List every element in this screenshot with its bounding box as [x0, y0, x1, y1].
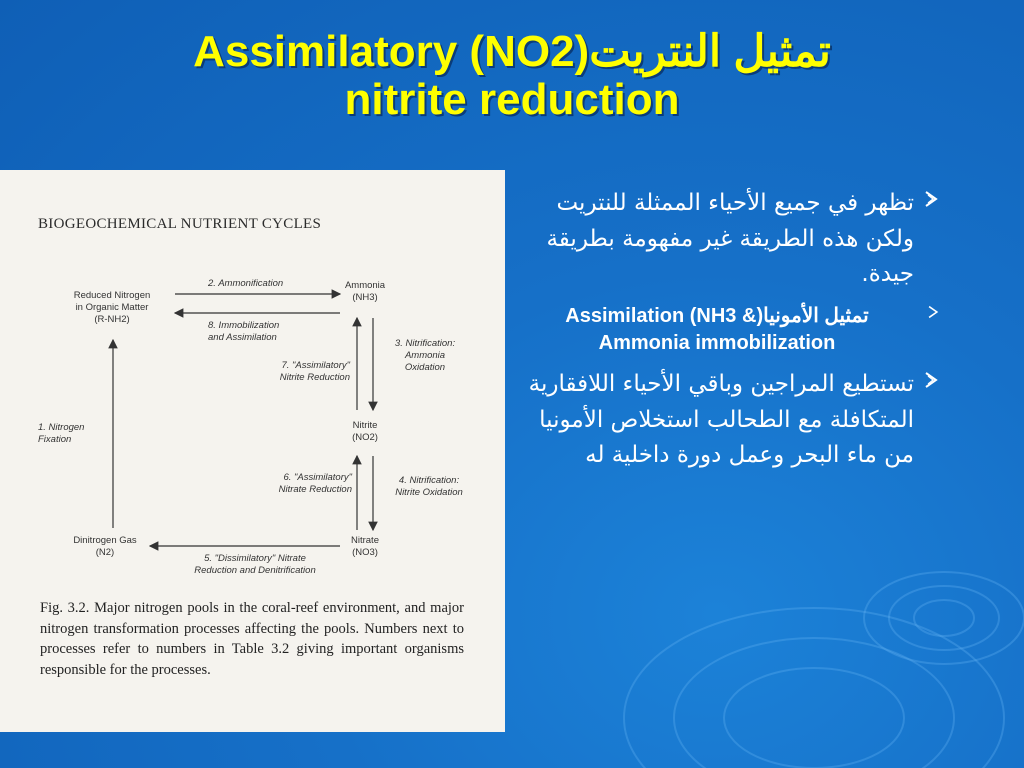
node-ammonia: Ammonia (NH3): [344, 280, 386, 303]
process-assimilatory-nitrate-reduction: 6. "Assimilatory" Nitrate Reduction: [278, 472, 352, 495]
water-ripple-decoration: [604, 468, 1024, 768]
process-denitrification: 5. "Dissimilatory" Nitrate Reduction and Denitrification: [194, 553, 316, 576]
process-nitrite-oxidation: 4. Nitrification: Nitrite Oxidation: [395, 475, 463, 498]
node-reduced-nitrogen: Reduced Nitrogen in Organic Matter (R-NH2): [73, 290, 151, 325]
bullet-item: [520, 186, 940, 293]
chevron-right-icon: [922, 190, 940, 208]
slide-title: [0, 28, 1024, 123]
figure-caption: Fig. 3.2. Major nitrogen pools in the coral-reef environment, and major nitrogen transformation processes affecting the pools. Numbers next to processes refer to numbers in Table 3.2 giving important organisms responsible for the processes.: [40, 600, 464, 678]
figure-heading: BIOGEOCHEMICAL NUTRIENT CYCLES: [38, 216, 322, 232]
process-assimilatory-nitrite-reduction: 7. "Assimilatory" Nitrite Reduction: [279, 360, 350, 383]
process-ammonification: 2. Ammonification: [208, 278, 284, 289]
process-immobilization: 8. Immobilization and Assimilation: [208, 320, 280, 343]
title-line-1: Assimilatory (NO2)تمثيل النتريت: [193, 27, 831, 76]
node-dinitrogen: Dinitrogen Gas (N2): [73, 535, 137, 558]
process-ammonia-oxidation: 3. Nitrification: Ammonia Oxidation: [394, 338, 456, 373]
node-nitrate: Nitrate (NO3): [351, 535, 379, 558]
chevron-right-icon: [926, 305, 940, 319]
bullet-text: تظهر في جميع الأحياء الممثلة للنتريت ولكن هذه الطريقة غير مفهومة بطريقة جيدة.: [546, 190, 914, 288]
title-line-2: nitrite reduction: [344, 74, 680, 124]
bullet-text: تستطيع المراجين وباقي الأحياء اللافقارية المتكافلة مع الطحالب استخلاص الأمونيا من ماء البحر وعمل دورة داخلية له: [528, 370, 914, 469]
bullet-list: [520, 186, 940, 484]
bullet-item: [520, 303, 940, 357]
nitrogen-cycle-figure: [0, 170, 505, 732]
node-nitrite: Nitrite (NO2): [352, 420, 378, 443]
chevron-right-icon: [922, 371, 940, 389]
bullet-item: [520, 367, 940, 474]
process-nitrogen-fixation: 1. Nitrogen Fixation: [38, 422, 85, 445]
bullet-text: تمثيل الأمونيا(Assimilation (NH3 & Ammonia immobilization: [565, 304, 869, 354]
